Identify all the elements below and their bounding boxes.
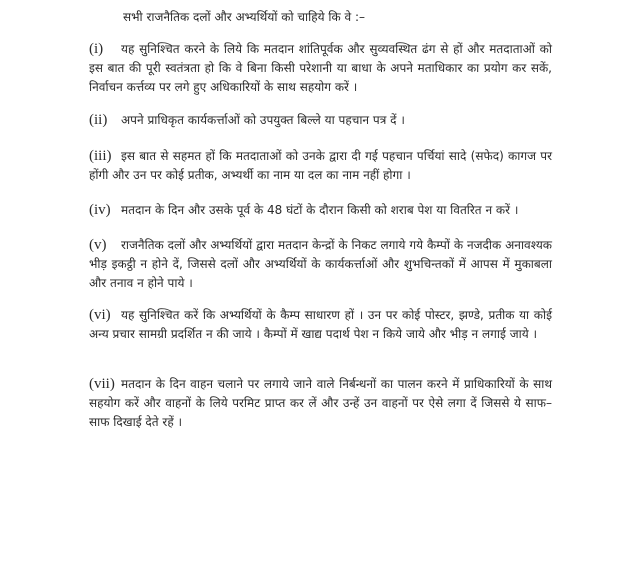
clause-text: यह सुनिश्चित करें कि अभ्यर्थियों के कैम्प साधारण हों । उन पर कोई पोस्टर, झण्डे, प्रतीक या कोई अन्य प्रचार सामग्री प्रदर्शित न की जाये । कैम्पों में खाद्य पदार्थ पेश न किये जाये और भीड़ न लगाई जाये । [89, 308, 552, 341]
clause-i [89, 40, 552, 97]
clause-text: यह सुनिश्चित करने के लिये कि मतदान शांतिपूर्वक और सुव्यवस्थित ढंग से हों और मतदाताओं को इस बात की पूरी स्वतंत्रता हो कि वे बिना किसी परेशानी या बाधा के अपने मताधिकार का प्रयोग कर सकें, निर्वाचन कर्त्तव्य पर लगे हुए अधिकारियों के साथ सहयोग करें । [89, 42, 552, 94]
clause-number: (vi) [89, 307, 111, 323]
clause-text: राजनैतिक दलों और अभ्यर्थियों द्वारा मतदान केन्द्रों के निकट लगाये गये कैम्पों के नजदीक अनावश्यक भीड़ इकट्ठी न होने दें, जिससे दलों और अभ्यर्थियों के कार्यकर्त्ताओं और शुभचिन्तकों में आपस में मुकाबला और तनाव न होने पाये । [89, 238, 552, 290]
clause-text: मतदान के दिन वाहन चलाने पर लगाये जाने वाले निर्बन्धनों का पालन करने में प्राधिकारियों के साथ सहयोग करें और वाहनों के लिये परमिट प्राप्त कर लें और उन्हें उन वाहनों पर ऐसे लगा दें जिससे ये साफ–साफ दिखाई देते रहें । [89, 377, 552, 429]
clause-number: (i) [89, 41, 104, 57]
intro-line: सभी राजनैतिक दलों और अभ्यर्थियों को चाहिये कि वे :– [123, 10, 366, 24]
clause-text: इस बात से सहमत हों कि मतदाताओं को उनके द्वारा दी गई पहचान पर्चियां सादे (सफेद) कागज पर होंगी और उन पर कोई प्रतीक, अभ्यर्थी का नाम या दल का नाम नहीं होगा । [89, 149, 552, 182]
clause-iii [89, 147, 552, 185]
clause-v [89, 236, 552, 293]
clause-text: अपने प्राधिकृत कार्यकर्त्ताओं को उपयुक्त बिल्ले या पहचान पत्र दें । [121, 113, 405, 127]
clause-vi [89, 306, 552, 344]
clause-iv [89, 201, 552, 220]
clause-number: (iv) [89, 202, 111, 218]
clause-ii [89, 111, 552, 130]
clause-number: (vii) [89, 376, 115, 392]
clause-number: (ii) [89, 112, 108, 128]
clause-number: (v) [89, 237, 107, 253]
clause-vii [89, 375, 552, 432]
clause-number: (iii) [89, 148, 112, 164]
clause-text: मतदान के दिन और उसके पूर्व के 48 घंटों के दौरान किसी को शराब पेश या वितरित न करें । [121, 203, 519, 217]
